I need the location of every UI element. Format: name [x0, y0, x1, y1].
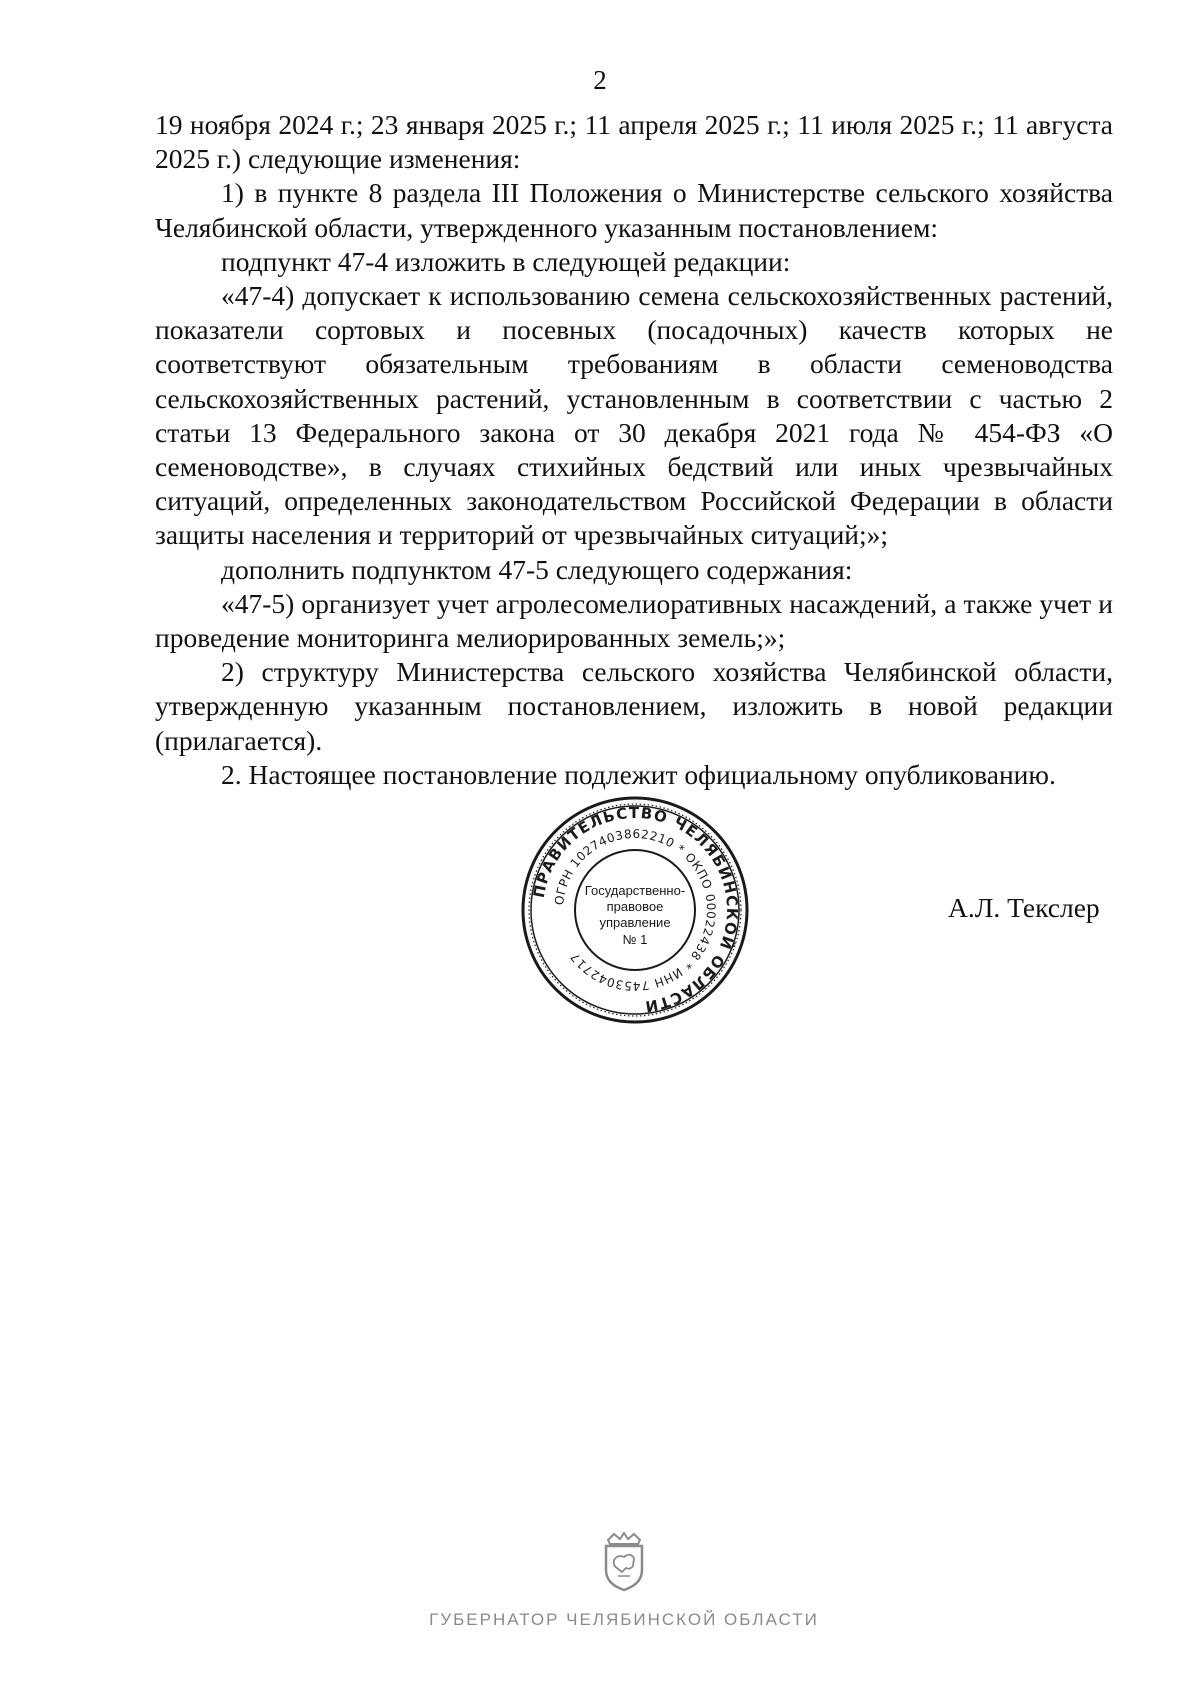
- paragraph-dates: 19 ноября 2024 г.; 23 января 2025 г.; 11 апреля 2025 г.; 11 июля 2025 г.; 11 августа 2025 г.) следующие изменения:: [155, 109, 1113, 175]
- page-number: 2: [593, 65, 607, 95]
- paragraph-publication: 2. Настоящее постановление подлежит официальному опубликованию.: [221, 758, 1056, 790]
- paragraph-item-1: 1) в пункте 8 раздела III Положения о Министерстве сельского хозяйства Челябинской области, утвержденного указанным постановлением:: [155, 177, 1113, 243]
- paragraph-subitem-47-5-intro: дополнить подпунктом 47-5 следующего содержания:: [221, 553, 853, 585]
- document-body: [155, 108, 1113, 792]
- seal-inner-text: ОГРН 1027403862210 * ОКПО 00022438 * ИНН 7453042717: [552, 826, 719, 994]
- official-seal: [520, 795, 750, 1025]
- coat-of-arms-icon: [600, 1530, 648, 1592]
- seal-center-line-1: Государственно-: [584, 883, 686, 898]
- seal-center-line-3: управление: [599, 915, 671, 930]
- paragraph-subitem-47-4: «47-4) допускает к использованию семена сельскохозяйственных растений, показатели сортовых и посевных (посадочных) качеств которых не соответствуют обязательным требованиям в области семеноводства сельскохозяйственных растений, установленным в соответствии с частью 2 статьи 13 Федерального закона от 30 декабря 2021 года № 454-ФЗ «О семеноводстве», в случаях стихийных бедствий или иных чрезвычайных ситуаций, определенных законодательством Российской Федерации в области защиты населения и территорий от чрезвычайных ситуаций;»;: [155, 280, 1113, 551]
- paragraph-subitem-47-4-intro: подпункт 47-4 изложить в следующей редакции:: [221, 245, 791, 277]
- seal-icon: [520, 795, 750, 1025]
- paragraph-subitem-47-5: «47-5) организует учет агролесомелиоративных насаждений, а также учет и проведение мониторинга мелиорированных земель;»;: [155, 587, 1113, 654]
- seal-center-line-4: № 1: [622, 932, 648, 947]
- seal-center-line-2: правовое: [606, 899, 664, 914]
- paragraph-item-2: 2) структуру Министерства сельского хозяйства Челябинской области, утвержденную указанным постановлением, изложить в новой редакции (прилагается).: [155, 656, 1113, 756]
- seal-outer-text: ПРАВИТЕЛЬСТВО ЧЕЛЯБИНСКОЙ ОБЛАСТИ: [529, 803, 742, 1016]
- signatory-name: А.Л. Текслер: [948, 892, 1100, 923]
- footer-caption: ГУБЕРНАТОР ЧЕЛЯБИНСКОЙ ОБЛАСТИ: [429, 1610, 819, 1629]
